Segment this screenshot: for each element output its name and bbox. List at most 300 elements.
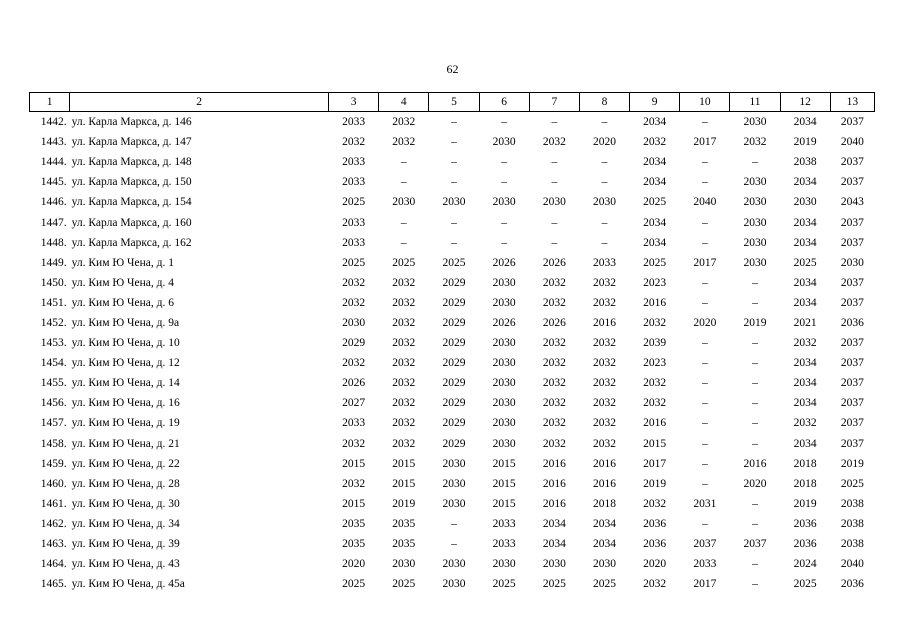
year-cell: 2017	[693, 136, 717, 149]
address-cell: ул. Ким Ю Чена, д. 19	[71, 417, 180, 430]
year-cell: –	[501, 176, 508, 189]
year-cell: –	[701, 337, 708, 350]
year-cell: 2036	[793, 538, 817, 551]
row-number: 1446.	[40, 196, 67, 209]
year-cell: 2030	[492, 377, 516, 390]
year-cell: 2030	[840, 256, 864, 269]
year-cell: –	[451, 236, 457, 249]
year-cell: 2034	[793, 357, 817, 370]
address-cell: ул. Ким Ю Чена, д. 45а	[71, 578, 185, 591]
year-cell: 2015	[492, 477, 516, 490]
year-cell: 2032	[542, 136, 566, 149]
year-cell: 2029	[342, 337, 366, 350]
year-cell: 2035	[392, 538, 416, 551]
year-cell: –	[701, 477, 708, 490]
year-cell: 2026	[492, 256, 516, 269]
year-cell: 2032	[793, 337, 817, 350]
year-cell: 2030	[442, 558, 466, 571]
year-cell: 2034	[643, 176, 667, 189]
year-cell: –	[400, 236, 407, 249]
year-cell: 2034	[542, 538, 566, 551]
year-cell: 2025	[542, 578, 566, 591]
year-cell: 2030	[492, 558, 516, 571]
year-cell: –	[701, 216, 708, 229]
year-cell: –	[451, 116, 457, 129]
table-row	[30, 494, 875, 514]
row-number: 1449.	[40, 256, 67, 269]
year-cell: 2015	[492, 457, 516, 470]
row-number: 1442.	[40, 116, 67, 129]
year-cell: –	[551, 236, 558, 249]
year-cell: 2018	[592, 497, 616, 510]
row-number: 1464.	[40, 558, 67, 571]
page-number: 62	[446, 62, 459, 76]
year-cell: –	[752, 437, 758, 450]
year-cell: –	[400, 176, 407, 189]
year-cell: –	[601, 216, 608, 229]
year-cell: –	[701, 357, 708, 370]
year-cell: 2032	[643, 397, 667, 410]
year-cell: –	[551, 156, 558, 169]
year-cell: 2025	[793, 256, 817, 269]
year-cell: 2030	[442, 578, 466, 591]
year-cell: –	[701, 377, 708, 390]
row-number: 1456.	[40, 397, 67, 410]
table-row	[30, 454, 875, 474]
year-cell: 2030	[743, 116, 767, 129]
row-number: 1453.	[40, 337, 67, 350]
year-cell: 2036	[840, 578, 864, 591]
table-row	[30, 333, 875, 353]
column-header: 1	[30, 93, 70, 112]
year-cell: 2015	[342, 457, 366, 470]
year-cell: 2026	[542, 316, 566, 329]
year-cell: 2030	[442, 457, 466, 470]
year-cell: 2025	[492, 578, 516, 591]
year-cell: 2029	[442, 417, 466, 430]
year-cell: 2016	[542, 457, 566, 470]
year-cell: 2025	[643, 196, 667, 209]
year-cell: –	[701, 236, 708, 249]
address-cell: ул. Ким Ю Чена, д. 1	[71, 256, 174, 269]
table-row	[30, 373, 875, 393]
year-cell: 2032	[592, 337, 616, 350]
year-cell: 2025	[342, 256, 366, 269]
year-cell: 2036	[840, 316, 864, 329]
year-cell: 2030	[743, 256, 767, 269]
year-cell: –	[601, 236, 608, 249]
row-number: 1445.	[40, 176, 67, 189]
year-cell: –	[752, 517, 758, 530]
year-cell: 2025	[342, 196, 366, 209]
year-cell: –	[701, 176, 708, 189]
year-cell: 2030	[492, 296, 516, 309]
year-cell: 2037	[840, 276, 864, 289]
year-cell: 2016	[592, 316, 616, 329]
year-cell: 2027	[342, 397, 366, 410]
year-cell: 2032	[643, 377, 667, 390]
year-cell: 2030	[392, 558, 416, 571]
year-cell: 2015	[392, 477, 416, 490]
year-cell: –	[752, 357, 758, 370]
year-cell: 2020	[342, 558, 366, 571]
address-cell: ул. Ким Ю Чена, д. 22	[71, 457, 180, 470]
year-cell: 2030	[542, 196, 566, 209]
table-row	[30, 534, 875, 554]
row-number: 1455.	[40, 377, 67, 390]
table-row	[30, 233, 875, 253]
year-cell: 2019	[793, 136, 817, 149]
year-cell: 2033	[592, 256, 616, 269]
year-cell: –	[752, 296, 758, 309]
year-cell: 2037	[840, 337, 864, 350]
table-body	[30, 112, 875, 595]
year-cell: –	[701, 116, 708, 129]
table-row	[30, 152, 875, 172]
year-cell: 2029	[442, 357, 466, 370]
year-cell: 2030	[492, 276, 516, 289]
address-cell: ул. Карла Маркса, д. 154	[71, 196, 192, 209]
year-cell: 2030	[743, 236, 767, 249]
year-cell: 2015	[392, 457, 416, 470]
schedule-table	[29, 92, 875, 594]
year-cell: 2040	[840, 136, 864, 149]
table-row	[30, 393, 875, 413]
year-cell: 2015	[643, 437, 667, 450]
year-cell: –	[752, 337, 758, 350]
year-cell: 2032	[793, 417, 817, 430]
table-row	[30, 514, 875, 534]
year-cell: –	[701, 517, 708, 530]
year-cell: 2037	[840, 156, 864, 169]
year-cell: 2032	[743, 136, 767, 149]
year-cell: 2034	[793, 296, 817, 309]
column-header: 10	[680, 93, 730, 112]
year-cell: 2030	[592, 558, 616, 571]
row-number: 1451.	[40, 296, 67, 309]
year-cell: 2020	[743, 477, 767, 490]
row-number: 1465.	[40, 578, 67, 591]
row-number: 1448.	[40, 236, 67, 249]
year-cell: 2032	[392, 276, 416, 289]
year-cell: 2033	[342, 116, 366, 129]
address-cell: ул. Карла Маркса, д. 148	[71, 156, 192, 169]
year-cell: –	[451, 176, 457, 189]
year-cell: –	[451, 517, 457, 530]
year-cell: 2032	[342, 477, 366, 490]
year-cell: 2037	[840, 176, 864, 189]
row-number: 1459.	[40, 457, 67, 470]
table-row	[30, 434, 875, 454]
year-cell: –	[701, 457, 708, 470]
year-cell: 2032	[392, 296, 416, 309]
year-cell: 2038	[840, 497, 864, 510]
year-cell: 2032	[342, 136, 366, 149]
year-cell: 2037	[840, 236, 864, 249]
year-cell: 2033	[342, 176, 366, 189]
year-cell: 2032	[542, 437, 566, 450]
column-header: 6	[479, 93, 529, 112]
row-number: 1463.	[40, 538, 67, 551]
year-cell: 2034	[643, 216, 667, 229]
year-cell: 2026	[542, 256, 566, 269]
address-cell: ул. Карла Маркса, д. 150	[71, 176, 192, 189]
year-cell: 2020	[693, 316, 717, 329]
year-cell: 2019	[840, 457, 864, 470]
year-cell: 2030	[492, 437, 516, 450]
year-cell: 2017	[693, 578, 717, 591]
year-cell: –	[451, 136, 457, 149]
year-cell: 2035	[392, 517, 416, 530]
row-number: 1443.	[40, 136, 67, 149]
year-cell: 2032	[342, 357, 366, 370]
year-cell: 2032	[592, 357, 616, 370]
year-cell: 2034	[793, 176, 817, 189]
year-cell: –	[752, 397, 758, 410]
year-cell: 2033	[342, 236, 366, 249]
year-cell: –	[551, 116, 558, 129]
column-header: 9	[630, 93, 680, 112]
year-cell: 2015	[342, 497, 366, 510]
address-cell: ул. Ким Ю Чена, д. 30	[71, 497, 180, 510]
year-cell: 2025	[392, 256, 416, 269]
year-cell: 2039	[643, 337, 667, 350]
column-header: 5	[429, 93, 479, 112]
row-number: 1444.	[40, 156, 67, 169]
year-cell: 2030	[743, 216, 767, 229]
year-cell: 2032	[342, 437, 366, 450]
year-cell: –	[601, 176, 608, 189]
year-cell: 2034	[793, 437, 817, 450]
year-cell: –	[701, 437, 708, 450]
year-cell: –	[501, 156, 508, 169]
year-cell: 2036	[643, 517, 667, 530]
year-cell: 2036	[793, 517, 817, 530]
year-cell: 2037	[840, 116, 864, 129]
table-row	[30, 192, 875, 212]
table-row	[30, 413, 875, 433]
year-cell: 2030	[492, 337, 516, 350]
year-cell: 2037	[840, 216, 864, 229]
address-cell: ул. Карла Маркса, д. 160	[71, 216, 192, 229]
year-cell: 2031	[693, 497, 717, 510]
address-cell: ул. Ким Ю Чена, д. 4	[71, 276, 174, 289]
year-cell: –	[451, 538, 457, 551]
year-cell: 2016	[743, 457, 767, 470]
year-cell: 2034	[542, 517, 566, 530]
year-cell: 2023	[643, 357, 667, 370]
address-cell: ул. Ким Ю Чена, д. 6	[71, 296, 174, 309]
year-cell: 2025	[643, 256, 667, 269]
year-cell: –	[601, 156, 608, 169]
year-cell: 2030	[492, 357, 516, 370]
table-row	[30, 574, 875, 594]
address-cell: ул. Ким Ю Чена, д. 10	[71, 337, 180, 350]
year-cell: –	[752, 276, 758, 289]
table-row	[30, 313, 875, 333]
year-cell: –	[752, 417, 758, 430]
year-cell: 2016	[542, 477, 566, 490]
table-row	[30, 554, 875, 574]
year-cell: –	[752, 497, 758, 510]
address-cell: ул. Ким Ю Чена, д. 9а	[71, 316, 180, 329]
year-cell: 2035	[342, 538, 366, 551]
year-cell: 2021	[793, 316, 817, 329]
year-cell: 2032	[392, 417, 416, 430]
year-cell: 2026	[492, 316, 516, 329]
year-cell: 2037	[840, 417, 864, 430]
year-cell: 2034	[793, 397, 817, 410]
table-row	[30, 112, 875, 133]
year-cell: 2026	[342, 377, 366, 390]
year-cell: 2034	[793, 216, 817, 229]
year-cell: 2032	[592, 397, 616, 410]
column-header: 12	[780, 93, 830, 112]
year-cell: 2033	[342, 216, 366, 229]
year-cell: –	[501, 236, 508, 249]
row-number: 1461.	[40, 497, 67, 510]
year-cell: 2017	[643, 457, 667, 470]
year-cell: 2038	[840, 517, 864, 530]
column-header: 13	[830, 93, 874, 112]
year-cell: 2030	[442, 477, 466, 490]
year-cell: 2032	[392, 116, 416, 129]
year-cell: 2033	[492, 538, 516, 551]
year-cell: 2037	[840, 437, 864, 450]
year-cell: 2017	[693, 256, 717, 269]
year-cell: –	[551, 216, 558, 229]
year-cell: 2033	[693, 558, 717, 571]
year-cell: 2018	[793, 477, 817, 490]
year-cell: 2030	[492, 196, 516, 209]
year-cell: 2032	[592, 377, 616, 390]
year-cell: 2020	[643, 558, 667, 571]
column-header: 3	[329, 93, 379, 112]
year-cell: 2019	[743, 316, 767, 329]
table-row	[30, 172, 875, 192]
year-cell: 2032	[643, 578, 667, 591]
table-row	[30, 212, 875, 232]
year-cell: 2032	[392, 316, 416, 329]
year-cell: 2024	[793, 558, 817, 571]
year-cell: 2030	[592, 196, 616, 209]
year-cell: 2030	[442, 497, 466, 510]
year-cell: 2025	[342, 578, 366, 591]
year-cell: 2040	[840, 558, 864, 571]
address-cell: ул. Ким Ю Чена, д. 12	[71, 357, 180, 370]
header-row	[30, 93, 875, 112]
row-number: 1458.	[40, 437, 67, 450]
year-cell: 2032	[392, 397, 416, 410]
year-cell: 2032	[342, 296, 366, 309]
year-cell: –	[451, 216, 457, 229]
year-cell: 2029	[442, 337, 466, 350]
row-number: 1450.	[40, 276, 67, 289]
year-cell: –	[501, 116, 508, 129]
year-cell: 2018	[793, 457, 817, 470]
year-cell: –	[400, 156, 407, 169]
year-cell: –	[601, 116, 608, 129]
year-cell: 2030	[492, 417, 516, 430]
year-cell: 2016	[592, 457, 616, 470]
year-cell: 2034	[793, 236, 817, 249]
address-cell: ул. Ким Ю Чена, д. 28	[71, 477, 180, 490]
year-cell: 2030	[392, 196, 416, 209]
year-cell: 2037	[743, 538, 767, 551]
year-cell: 2034	[643, 116, 667, 129]
year-cell: –	[551, 176, 558, 189]
year-cell: 2037	[693, 538, 717, 551]
column-header: 7	[529, 93, 579, 112]
year-cell: 2030	[743, 196, 767, 209]
year-cell: 2032	[392, 377, 416, 390]
year-cell: 2040	[693, 196, 717, 209]
year-cell: 2030	[542, 558, 566, 571]
year-cell: 2033	[342, 156, 366, 169]
year-cell: 2037	[840, 377, 864, 390]
year-cell: 2030	[793, 196, 817, 209]
year-cell: 2016	[643, 417, 667, 430]
year-cell: –	[701, 156, 708, 169]
year-cell: 2032	[342, 276, 366, 289]
year-cell: 2034	[592, 517, 616, 530]
year-cell: 2032	[643, 497, 667, 510]
year-cell: 2037	[840, 397, 864, 410]
year-cell: 2033	[492, 517, 516, 530]
address-cell: ул. Ким Ю Чена, д. 14	[71, 377, 180, 390]
year-cell: 2029	[442, 296, 466, 309]
table-row	[30, 273, 875, 293]
year-cell: 2029	[442, 397, 466, 410]
address-cell: ул. Карла Маркса, д. 147	[71, 136, 192, 149]
year-cell: 2016	[643, 296, 667, 309]
year-cell: 2030	[342, 316, 366, 329]
year-cell: 2038	[793, 156, 817, 169]
year-cell: 2032	[592, 437, 616, 450]
year-cell: –	[451, 156, 457, 169]
year-cell: –	[501, 216, 508, 229]
year-cell: 2015	[492, 497, 516, 510]
year-cell: 2032	[542, 296, 566, 309]
column-header: 4	[379, 93, 429, 112]
year-cell: 2032	[542, 417, 566, 430]
address-cell: ул. Карла Маркса, д. 162	[71, 236, 192, 249]
year-cell: 2038	[840, 538, 864, 551]
year-cell: 2032	[392, 357, 416, 370]
address-cell: ул. Карла Маркса, д. 146	[71, 116, 192, 129]
year-cell: –	[752, 558, 758, 571]
year-cell: 2034	[793, 116, 817, 129]
year-cell: 2032	[592, 276, 616, 289]
address-cell: ул. Ким Ю Чена, д. 39	[71, 538, 180, 551]
year-cell: 2030	[743, 176, 767, 189]
year-cell: 2036	[643, 538, 667, 551]
year-cell: 2025	[840, 477, 864, 490]
table-row	[30, 253, 875, 273]
address-cell: ул. Ким Ю Чена, д. 21	[71, 437, 180, 450]
year-cell: 2037	[840, 357, 864, 370]
row-number: 1452.	[40, 316, 67, 329]
year-cell: 2029	[442, 377, 466, 390]
year-cell: 2035	[342, 517, 366, 530]
year-cell: 2043	[840, 196, 864, 209]
year-cell: –	[400, 216, 407, 229]
row-number: 1460.	[40, 477, 67, 490]
row-number: 1454.	[40, 357, 67, 370]
column-header: 2	[70, 93, 329, 112]
year-cell: –	[752, 156, 758, 169]
year-cell: 2029	[442, 437, 466, 450]
